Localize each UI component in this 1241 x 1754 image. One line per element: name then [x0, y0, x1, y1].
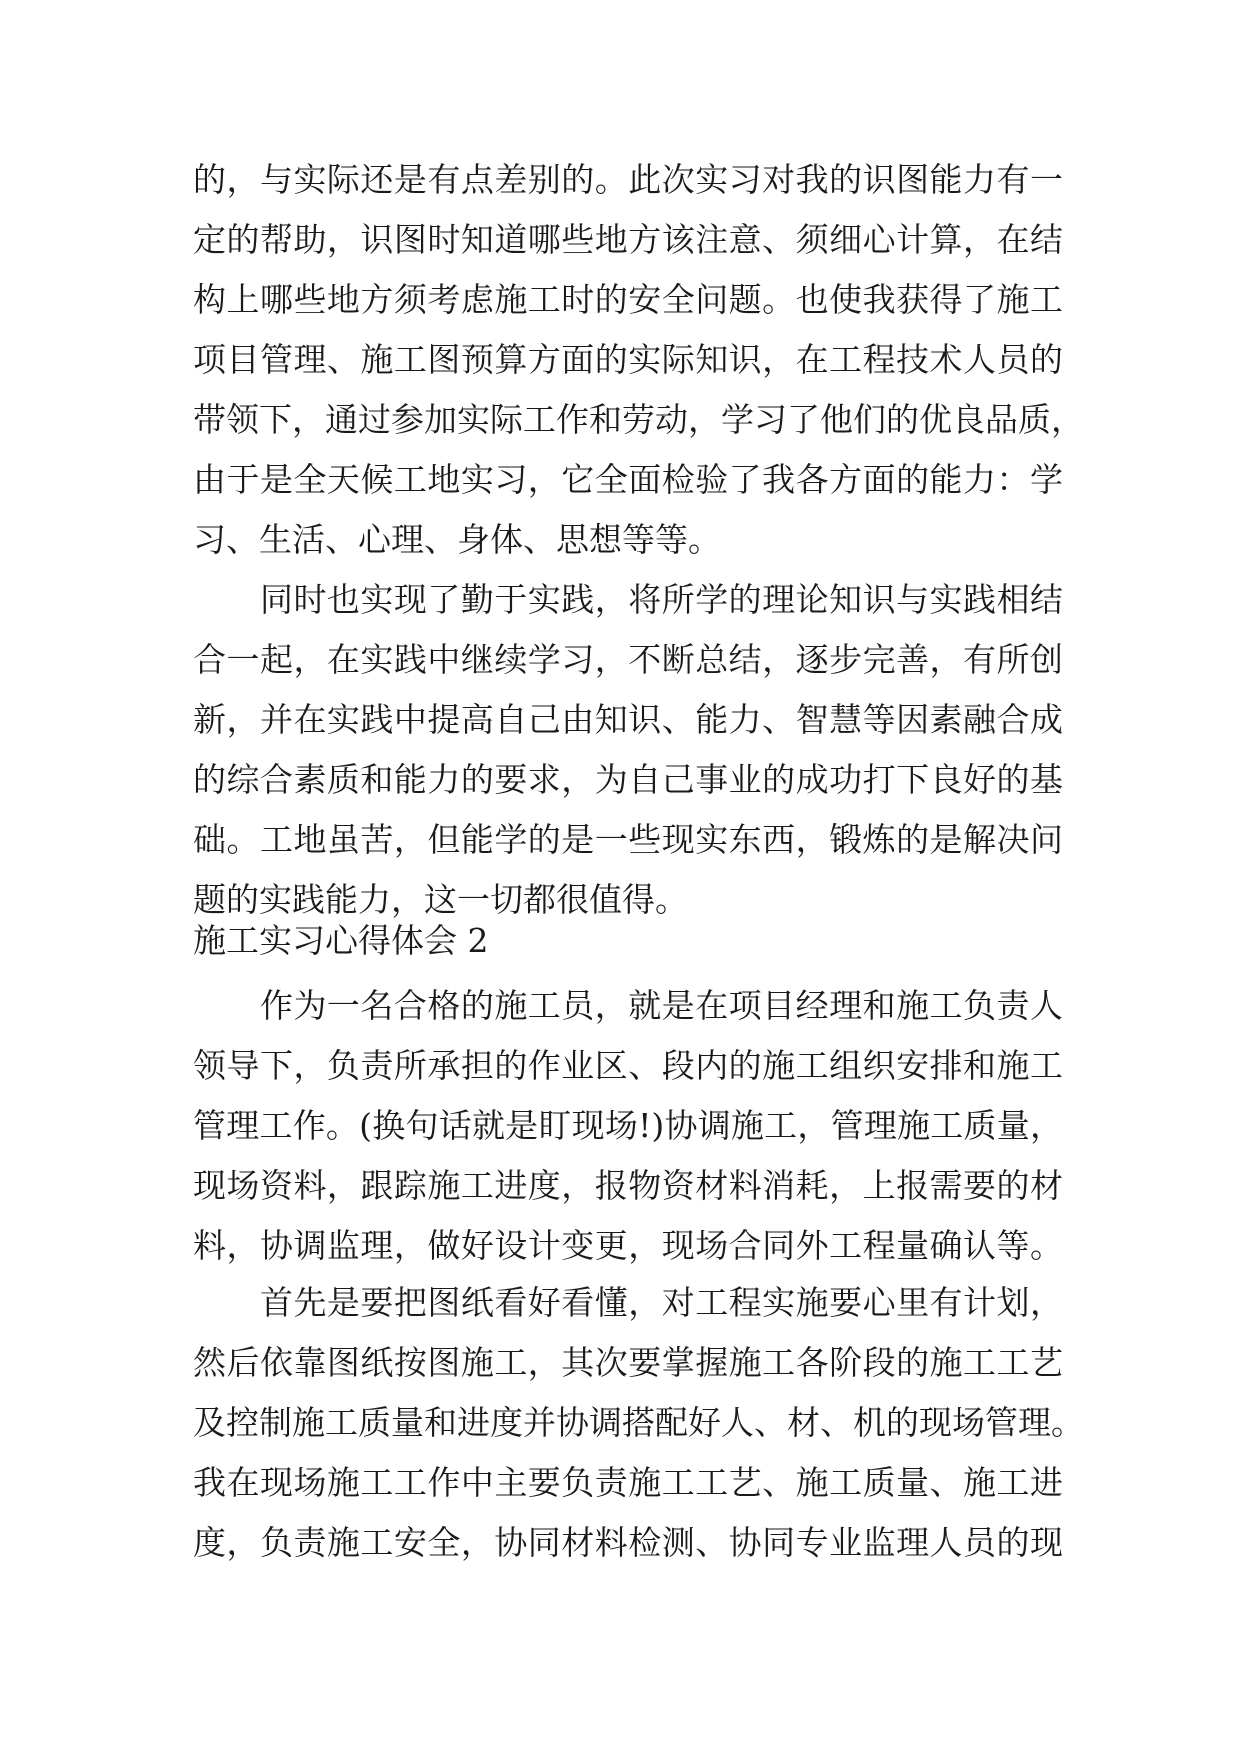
text-line: 及控制施工质量和进度并协调搭配好人、材、机的现场管理。 — [193, 1403, 1084, 1442]
text-line: 定的帮助，识图时知道哪些地方该注意、须细心计算，在结 — [193, 220, 1063, 259]
text-line: 项目管理、施工图预算方面的实际知识，在工程技术人员的 — [193, 340, 1063, 379]
text-line: 同时也实现了勤于实践，将所学的理论知识与实践相结 — [193, 580, 1063, 619]
text-line: 习、生活、心理、身体、思想等等。 — [193, 520, 721, 559]
paragraph-4 — [193, 1273, 1084, 1573]
text-line: 题的实践能力，这一切都很值得。 — [193, 880, 688, 919]
text-line: 首先是要把图纸看好看懂，对工程实施要心里有计划， — [193, 1283, 1063, 1322]
text-line: 我在现场施工工作中主要负责施工工艺、施工质量、施工进 — [193, 1463, 1063, 1502]
text-line: 合一起，在实践中继续学习，不断总结，逐步完善，有所创 — [193, 640, 1063, 679]
text-line: 领导下，负责所承担的作业区、段内的施工组织安排和施工 — [193, 1046, 1063, 1085]
heading-text: 施工实习心得体会 2 — [193, 921, 489, 960]
text-line: 管理工作。(换句话就是盯现场!)协调施工，管理施工质量， — [193, 1106, 1063, 1145]
text-line: 的，与实际还是有点差别的。此次实习对我的识图能力有一 — [193, 160, 1063, 199]
text-line: 构上哪些地方须考虑施工时的安全问题。也使我获得了施工 — [193, 280, 1063, 319]
section-heading — [193, 911, 1063, 971]
paragraph-2 — [193, 570, 1063, 930]
paragraph-1 — [193, 150, 1084, 570]
text-line: 新，并在实践中提高自己由知识、能力、智慧等因素融合成 — [193, 700, 1063, 739]
text-line: 度，负责施工安全，协同材料检测、协同专业监理人员的现 — [193, 1523, 1063, 1562]
text-line: 然后依靠图纸按图施工，其次要掌握施工各阶段的施工工艺 — [193, 1343, 1063, 1382]
text-line: 料，协调监理，做好设计变更，现场合同外工程量确认等。 — [193, 1226, 1063, 1265]
text-line: 作为一名合格的施工员，就是在项目经理和施工负责人 — [193, 986, 1063, 1025]
paragraph-3 — [193, 976, 1063, 1276]
text-line: 的综合素质和能力的要求，为自己事业的成功打下良好的基 — [193, 760, 1063, 799]
text-line: 由于是全天候工地实习，它全面检验了我各方面的能力：学 — [193, 460, 1063, 499]
text-line: 带领下，通过参加实际工作和劳动，学习了他们的优良品质， — [193, 400, 1084, 439]
text-line: 础。工地虽苦，但能学的是一些现实东西，锻炼的是解决问 — [193, 820, 1063, 859]
text-line: 现场资料，跟踪施工进度，报物资材料消耗，上报需要的材 — [193, 1166, 1063, 1205]
